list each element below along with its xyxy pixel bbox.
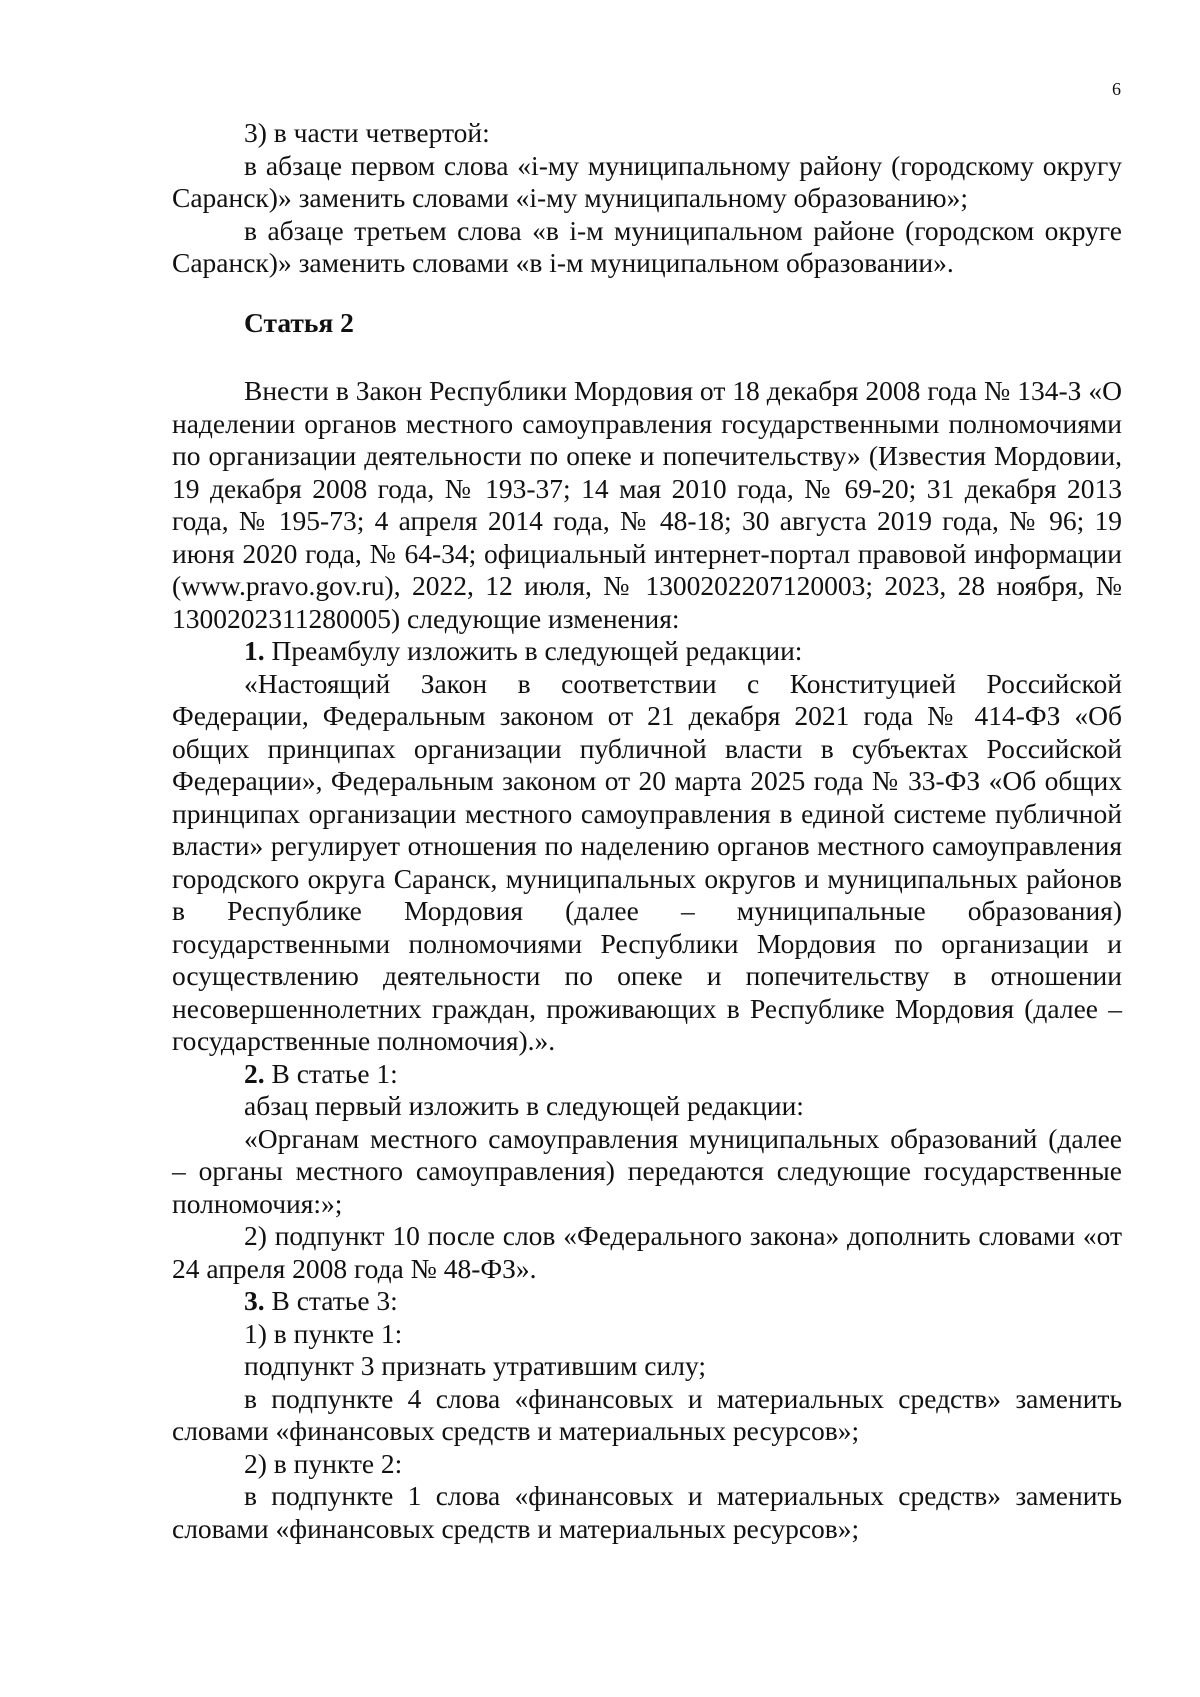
paragraph: в абзаце третьем слова «в i-м муниципальном районе (городском округе Саранск)» заменить словами «в i-м муниципальном образовании». bbox=[172, 214, 1122, 278]
paragraph: 2) подпункт 10 после слов «Федерального закона» дополнить словами «от 24 апреля 2008 года № 48-ФЗ». bbox=[172, 1220, 1122, 1284]
article-heading: Статья 2 bbox=[244, 306, 354, 338]
page-number: 6 bbox=[1112, 79, 1121, 99]
item-number: 3. bbox=[244, 1285, 265, 1316]
paragraph: 1) в пункте 1: bbox=[244, 1317, 403, 1349]
amendment-item-2 bbox=[172, 1058, 1122, 1091]
item-number: 2. bbox=[244, 1057, 265, 1089]
amendment-item-3 bbox=[172, 1285, 1122, 1318]
paragraph: абзац первый изложить в следующей редакции: bbox=[244, 1090, 804, 1121]
document-body bbox=[172, 117, 1122, 1545]
paragraph: 3) в части четвертой: bbox=[244, 117, 490, 148]
paragraph: в абзаце первом слова «i-му муниципальному району (городскому округу Саранск)» заменить словами «i-му муниципальному образованию»; bbox=[172, 149, 1122, 213]
amendment-item-1 bbox=[172, 635, 1122, 668]
item-text: В статье 3: bbox=[264, 1285, 398, 1316]
preamble-quote: «Настоящий Закон в соответствии с Конституцией Российской Федерации, Федеральным законом от 21 декабря 2021 года № 414-ФЗ «Об общих принципах организации публичной власти в субъектах Российской Федерации», Федеральным законом от 20 марта 2025 года № 33-ФЗ «Об общих принципах организации местного самоуправления в единой системе публичной власти» регулирует отношения по наделению органов местного самоуправления городского округа Саранск, муниципальных округов и муниципальных районов в Республике Мордовия (далее – муниципальные образования) государственными полномочиями Республики Мордовия по организации и осуществлению деятельности по опеке и попечительству в отношении несовершеннолетних граждан, проживающих в Республике Мордовия (далее – государственные полномочия).». bbox=[172, 667, 1122, 1056]
article-intro-paragraph: Внести в Закон Республики Мордовия от 18 декабря 2008 года № 134-З «О наделении органов местного самоуправления государственными полномочиями по организации деятельности по опеке и попечительству» (Известия Мордовии, 19 декабря 2008 года, № 193-37; 14 мая 2010 года, № 69-20; 31 декабря 2013 года, № 195-73; 4 апреля 2014 года, № 48-18; 30 августа 2019 года, № 96; 19 июня 2020 года, № 64-34; официальный интернет-портал правовой информации (www.pravo.gov.ru), 2022, 12 июля, № 1300202207120003; 2023, 28 ноября, № 1300202311280005) следующие изменения: bbox=[172, 375, 1122, 634]
paragraph: подпункт 3 признать утратившим силу; bbox=[244, 1350, 706, 1381]
paragraph: «Органам местного самоуправления муниципальных образований (далее – органы местного самоуправления) передаются следующие государственные полномочия:»; bbox=[172, 1122, 1122, 1219]
item-text: В статье 1: bbox=[264, 1057, 398, 1089]
item-text: Преамбулу изложить в следующей редакции: bbox=[264, 635, 803, 666]
item-number: 1. bbox=[244, 635, 265, 666]
paragraph: в подпункте 1 слова «финансовых и материальных средств» заменить словами «финансовых средств и материальных ресурсов»; bbox=[172, 1480, 1122, 1544]
paragraph: 2) в пункте 2: bbox=[244, 1447, 403, 1479]
paragraph: в подпункте 4 слова «финансовых и материальных средств» заменить словами «финансовых средств и материальных ресурсов»; bbox=[172, 1382, 1122, 1446]
